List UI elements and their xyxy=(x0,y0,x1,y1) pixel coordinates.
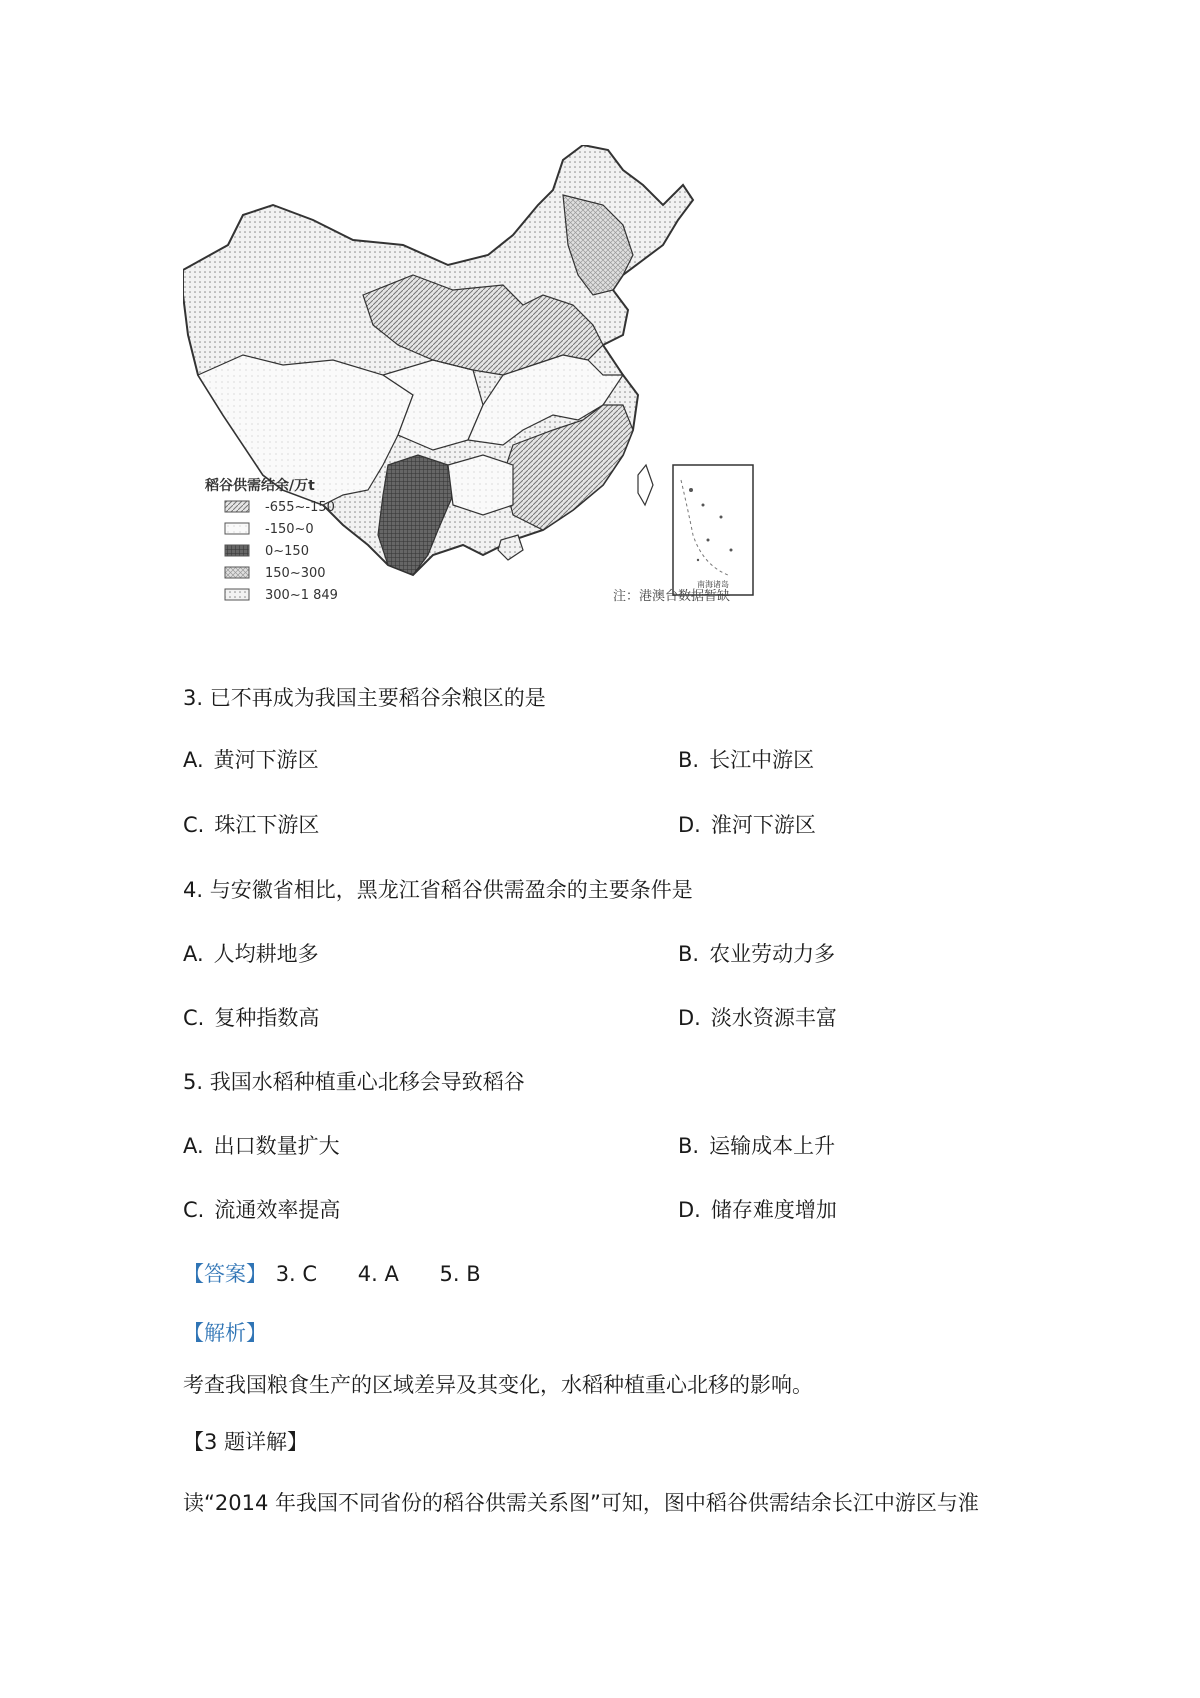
question-3 xyxy=(183,688,546,709)
rice-supply-map xyxy=(183,145,823,655)
option-5d[interactable]: D. 储存难度增加 xyxy=(678,1198,837,1222)
detail-text: 读“2014 年我国不同省份的稻谷供需关系图”可知，图中稻谷供需结余长江中游区与淮 xyxy=(183,1491,979,1515)
legend-swatch-1 xyxy=(225,501,249,512)
answer-item: 5. B xyxy=(439,1262,481,1286)
question-number: 4. xyxy=(183,878,204,902)
legend-swatch-3 xyxy=(225,545,249,556)
answer-item: 3. C xyxy=(275,1262,318,1286)
legend-swatch-5 xyxy=(225,589,249,600)
option-3a[interactable]: A. 黄河下游区 xyxy=(183,748,319,772)
analysis-text: 考查我国粮食生产的区域差异及其变化，水稻种植重心北移的影响。 xyxy=(183,1373,813,1397)
detail-label: 【3 题详解】 xyxy=(183,1430,309,1454)
question-number: 3. xyxy=(183,686,204,710)
option-5a[interactable]: A. 出口数量扩大 xyxy=(183,1134,340,1158)
answer-label: 【答案】 xyxy=(183,1262,267,1286)
region-yunnan xyxy=(378,455,453,575)
question-text: 已不再成为我国主要稻谷余粮区的是 xyxy=(209,686,546,710)
question-5 xyxy=(183,1072,525,1093)
option-4d[interactable]: D. 淡水资源丰富 xyxy=(678,1006,837,1030)
option-4c[interactable]: C. 复种指数高 xyxy=(183,1006,320,1030)
legend-label-5: 300~1 849 xyxy=(265,588,338,603)
analysis-label: 【解析】 xyxy=(183,1321,267,1345)
region-guangxi xyxy=(448,455,513,515)
question-number: 5. xyxy=(183,1070,204,1094)
option-3c[interactable]: C. 珠江下游区 xyxy=(183,813,320,837)
option-5c[interactable]: C. 流通效率提高 xyxy=(183,1198,341,1222)
legend-label-1: -655~-150 xyxy=(265,500,335,515)
inset-label: 南海诸岛 xyxy=(697,580,729,589)
map-note: 注：港澳台数据暂缺 xyxy=(613,589,731,604)
legend-swatch-4 xyxy=(225,567,249,578)
question-text: 我国水稻种植重心北移会导致稻谷 xyxy=(209,1070,525,1094)
legend-label-2: -150~0 xyxy=(265,522,314,537)
legend-label-4: 150~300 xyxy=(265,566,326,581)
south-china-sea-inset xyxy=(673,465,753,595)
option-3b[interactable]: B. 长江中游区 xyxy=(678,748,815,772)
option-4a[interactable]: A. 人均耕地多 xyxy=(183,942,319,966)
option-4b[interactable]: B. 农业劳动力多 xyxy=(678,942,836,966)
option-3d[interactable]: D. 淮河下游区 xyxy=(678,813,816,837)
legend-title: 稻谷供需结余/万t xyxy=(205,478,315,494)
legend-swatch-2 xyxy=(225,523,249,534)
island-taiwan xyxy=(638,465,653,505)
question-text: 与安徽省相比，黑龙江省稻谷供需盈余的主要条件是 xyxy=(209,878,693,902)
option-5b[interactable]: B. 运输成本上升 xyxy=(678,1134,836,1158)
legend-label-3: 0~150 xyxy=(265,544,309,559)
answer-line xyxy=(183,1264,515,1285)
answer-item: 4. A xyxy=(357,1262,399,1286)
question-4 xyxy=(183,880,693,901)
